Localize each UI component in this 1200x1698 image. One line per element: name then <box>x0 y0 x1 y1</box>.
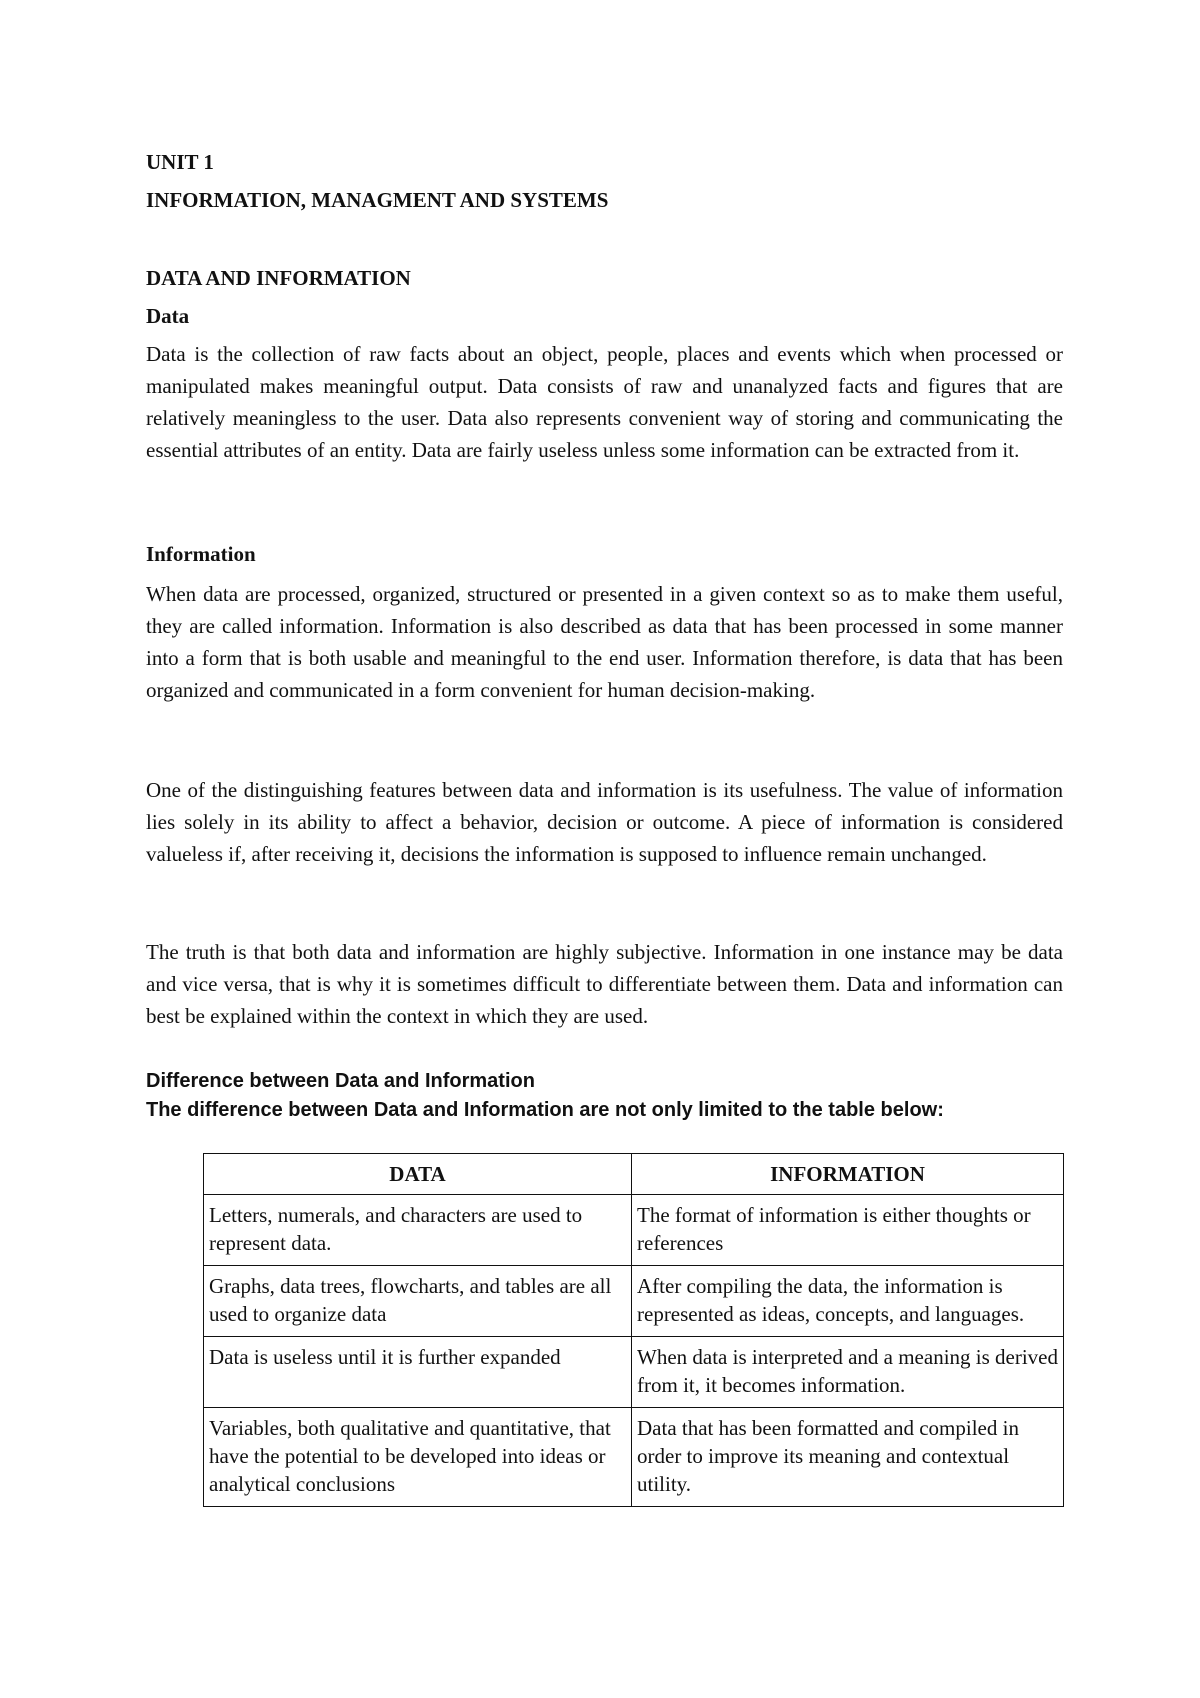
difference-subheading: The difference between Data and Information are not only limited to the table below: <box>146 1099 944 1121</box>
table-cell-data: Letters, numerals, and characters are used to represent data. <box>204 1195 632 1266</box>
table-header-information: INFORMATION <box>632 1154 1064 1195</box>
table-cell-information: When data is interpreted and a meaning is derived from it, it becomes information. <box>632 1337 1064 1408</box>
information-paragraph-3: The truth is that both data and information are highly subjective. Information in one instance may be data and vice versa, that is why it is sometimes difficult to differentiate between them. Data and information can best be explained within the context in which they are used. <box>146 940 1063 1028</box>
table-cell-information: After compiling the data, the information is represented as ideas, concepts, and languages. <box>632 1266 1064 1337</box>
table-cell-data: Data is useless until it is further expanded <box>204 1337 632 1408</box>
information-heading: Information <box>146 542 256 566</box>
table-row <box>204 1408 1064 1507</box>
table-header-data: DATA <box>204 1154 632 1195</box>
table-cell-data: Variables, both qualitative and quantitative, that have the potential to be developed into ideas or analytical conclusions <box>204 1408 632 1507</box>
unit-title: INFORMATION, MANAGMENT AND SYSTEMS <box>146 188 609 212</box>
table-row <box>204 1195 1064 1266</box>
table-header-row <box>204 1154 1064 1195</box>
table-row <box>204 1337 1064 1408</box>
difference-heading: Difference between Data and Information <box>146 1070 535 1092</box>
unit-label: UNIT 1 <box>146 150 214 174</box>
section-title: DATA AND INFORMATION <box>146 266 411 290</box>
data-paragraph: Data is the collection of raw facts about an object, people, places and events which when processed or manipulated makes meaningful output. Data consists of raw and unanalyzed facts and figures that are relatively meaningless to the user. Data also represents convenient way of storing and communicating the essential attributes of an entity. Data are fairly useless unless some information can be extracted from it. <box>146 342 1063 462</box>
table-row <box>204 1266 1064 1337</box>
table-cell-information: Data that has been formatted and compiled in order to improve its meaning and contextual utility. <box>632 1408 1064 1507</box>
information-paragraph-1: When data are processed, organized, structured or presented in a given context so as to make them useful, they are called information. Information is also described as data that has been processed in some manner into a form that is both usable and meaningful to the end user. Information therefore, is data that has been organized and communicated in a form convenient for human decision-making. <box>146 582 1063 702</box>
table-cell-information: The format of information is either thoughts or references <box>632 1195 1064 1266</box>
information-paragraph-2: One of the distinguishing features between data and information is its usefulness. The value of information lies solely in its ability to affect a behavior, decision or outcome. A piece of information is considered valueless if, after receiving it, decisions the information is supposed to influence remain unchanged. <box>146 778 1063 866</box>
data-heading: Data <box>146 304 190 328</box>
comparison-table <box>203 1153 1064 1507</box>
table-cell-data: Graphs, data trees, flowcharts, and tables are all used to organize data <box>204 1266 632 1337</box>
